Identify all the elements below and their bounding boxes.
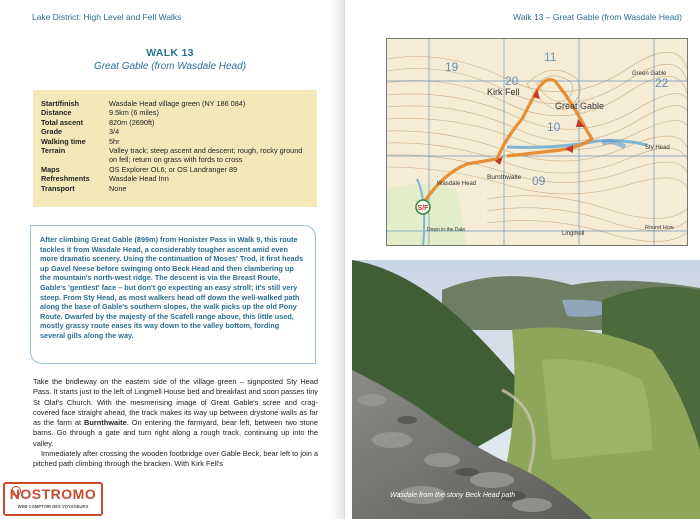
grid-label: 20 — [505, 74, 519, 88]
running-head-left: Lake District: High Level and Fell Walks — [32, 12, 182, 22]
map-label-sty-head: Sty Head — [645, 145, 670, 151]
map-label-great-gable: Great Gable — [555, 101, 605, 111]
info-value: Wasdale Head village green (NY 186 084) — [109, 99, 246, 108]
map-label-round-how: Round How — [645, 225, 674, 231]
info-key: Walking time — [41, 136, 86, 146]
walk-number: WALK 13 — [146, 47, 194, 59]
info-row — [41, 165, 309, 174]
logo-sub-text: WEB COMPTOIR DES VOYAGEURS — [17, 504, 89, 509]
info-value: 820m (2690ft) — [109, 117, 155, 127]
body-text-run: . On entering the farmyard, bear left, between two stone barns. Go through a gate and turn right along a rough track, continuing up into the valley. — [33, 418, 318, 448]
info-row — [41, 137, 309, 146]
grid-label: 10 — [547, 120, 561, 134]
body-paragraph — [33, 377, 318, 449]
body-paragraph: Immediately after crossing the wooden footbridge over Gable Beck, bear left to join a pitched path climbing through the bracken. With Kirk Fell's — [33, 449, 318, 469]
wasdale-photo-svg — [352, 260, 700, 519]
info-value: 9.5km (6 miles) — [109, 108, 159, 118]
info-key: Start/finish — [41, 99, 80, 108]
info-value: None — [109, 183, 127, 193]
info-key: Transport — [41, 183, 75, 193]
logo-globe-icon — [11, 486, 21, 496]
intro-text: After climbing Great Gable (899m) from Honister Pass in Walk 9, this route tackles it from Wasdale Head, a considerably tougher ascent amid even more dramatic scenery. Using the continuation of Moses' Trod, it first heads up Gavel Neese before swinging onto Beck Head and then clambering up the mountain's north-west ridge. The descent is via the Breast Route, Gable's 'gentlest' face – but don't go expecting an easy stroll; it's still very steep. From Sty Head, as most walkers head off down the well-walked path along the base of Gable's southern slopes, the walk picks up the old Pony Route. Dwarfed by the majesty of the Scafell range above, this little used, mostly grassy route eases its way down to the valley bottom, fording several gills along the way. — [40, 235, 304, 340]
map-label-down-in-the-dale: Down in the Dale — [427, 227, 466, 233]
info-key: Terrain — [41, 146, 66, 156]
route-map — [386, 38, 688, 246]
info-row — [41, 174, 309, 183]
info-row — [41, 99, 309, 108]
info-value: Valley track; steep ascent and descent; rough, rocky ground on fell; return on grass with fords to cross — [109, 146, 303, 165]
info-row — [41, 127, 309, 136]
walk-title: Great Gable (from Wasdale Head) — [93, 61, 247, 72]
info-row — [41, 118, 309, 127]
map-label-kirk-fell: Kirk Fell — [487, 87, 520, 97]
info-row — [41, 184, 309, 193]
body-text-run: Take the bridleway on the eastern side of the village green – signposted Sty Head Pass. It starts just to the left of Lingmell House bed and breakfast and soon passes tiny St Olaf's Church. With the mesmerising image of Great Gable's scree and crag-covered face straight ahead, the track makes its way up between drystone walls as far as the farm at — [33, 377, 318, 428]
map-label-wasdale-head: Wasdale Head — [437, 181, 477, 187]
info-value: OS Explorer OL6; or OS Landranger 89 — [109, 164, 238, 174]
map-label-lingmell: Lingmell — [562, 231, 585, 237]
info-row — [41, 108, 309, 117]
route-info-box — [33, 90, 317, 207]
logo-main-text: NOSTROMO — [9, 486, 97, 502]
body-text — [33, 377, 318, 470]
grid-label: 11 — [544, 50, 557, 64]
info-key: Distance — [41, 108, 72, 118]
info-key: Refreshments — [41, 174, 90, 184]
wasdale-photo — [352, 260, 700, 519]
grid-label: 09 — [532, 174, 546, 188]
info-value: 3/4 — [109, 127, 120, 137]
running-head-right: Walk 13 – Great Gable (from Wasdale Head) — [513, 12, 682, 22]
info-value: 5hr — [109, 136, 120, 146]
intro-box — [30, 225, 316, 364]
left-page — [0, 0, 340, 519]
info-row — [41, 146, 309, 165]
body-bold-place: Burnthwaite — [84, 418, 127, 428]
map-label-green-gable: Green Gable — [632, 71, 667, 77]
route-map-svg — [387, 39, 688, 246]
info-value: Wasdale Head Inn — [109, 174, 169, 184]
info-key: Total ascent — [41, 117, 84, 127]
photo-caption: Wasdale from the stony Beck Head path — [390, 492, 516, 499]
nostromo-logo — [3, 482, 103, 516]
info-key: Grade — [41, 127, 63, 137]
info-key: Maps — [41, 164, 60, 174]
grid-label: 22 — [655, 76, 669, 90]
start-finish-marker: S/F — [417, 205, 429, 212]
grid-label: 19 — [445, 60, 459, 74]
map-label-burnthwaite: Burnthwaite — [487, 174, 522, 181]
